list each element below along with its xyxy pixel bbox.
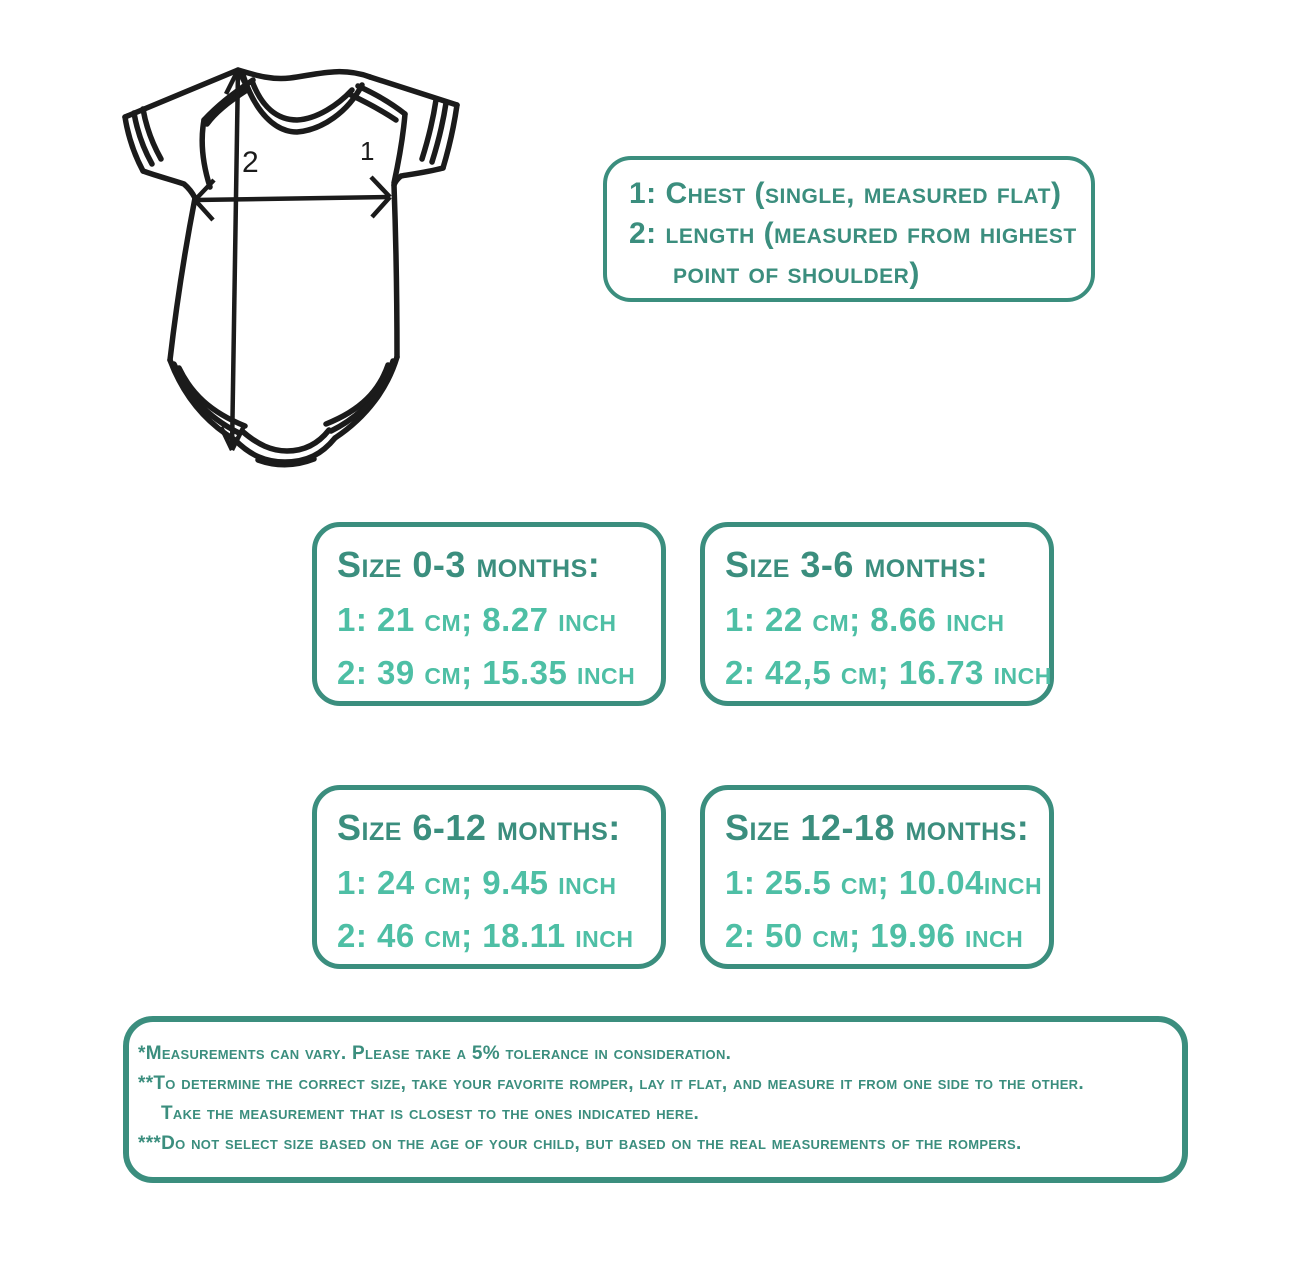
size-box-3-6-months bbox=[700, 522, 1054, 706]
size-box-6-12-months bbox=[312, 785, 666, 969]
size-box-chest-value: 1: 22 cm; 8.66 inch bbox=[725, 601, 1005, 638]
chest-arrow-label: 1 bbox=[360, 136, 375, 166]
size-box-title: Size 12-18 months: bbox=[725, 807, 1030, 848]
bodysuit-outline-icon bbox=[125, 70, 457, 465]
legend-line-length-wrap: point of shoulder) bbox=[673, 257, 920, 290]
size-box-chest-value: 1: 25.5 cm; 10.04inch bbox=[725, 864, 1043, 901]
length-arrow-label: 2 bbox=[242, 146, 259, 179]
size-box-length-value: 2: 50 cm; 19.96 inch bbox=[725, 917, 1024, 954]
footnotes-box bbox=[123, 1016, 1188, 1183]
size-box-12-18-months bbox=[700, 785, 1054, 969]
measurement-legend-box bbox=[603, 156, 1095, 302]
length-arrow-icon bbox=[221, 70, 249, 450]
footnote-how-to-measure-wrap: Take the measurement that is closest to the ones indicated here. bbox=[161, 1103, 700, 1124]
chest-arrow-icon bbox=[195, 177, 390, 220]
footnote-tolerance: *Measurements can vary. Please take a 5% tolerance in consideration. bbox=[138, 1043, 732, 1064]
size-box-length-value: 2: 46 cm; 18.11 inch bbox=[337, 917, 634, 954]
baby-bodysuit-diagram bbox=[100, 50, 480, 470]
size-box-title: Size 0-3 months: bbox=[337, 544, 601, 585]
size-box-chest-value: 1: 21 cm; 8.27 inch bbox=[337, 601, 617, 638]
size-box-0-3-months bbox=[312, 522, 666, 706]
legend-line-length: 2: length (measured from highest bbox=[629, 217, 1077, 250]
legend-line-chest: 1: Chest (single, measured flat) bbox=[629, 177, 1062, 210]
size-box-length-value: 2: 42,5 cm; 16.73 inch bbox=[725, 654, 1052, 691]
size-box-title: Size 6-12 months: bbox=[337, 807, 621, 848]
footnote-how-to-measure: **To determine the correct size, take your favorite romper, lay it flat, and measure it from one side to the other. bbox=[138, 1073, 1084, 1094]
footnote-size-selection: ***Do not select size based on the age of your child, but based on the real measurements of the rompers. bbox=[138, 1133, 1022, 1154]
size-box-chest-value: 1: 24 cm; 9.45 inch bbox=[337, 864, 617, 901]
size-box-title: Size 3-6 months: bbox=[725, 544, 989, 585]
size-box-length-value: 2: 39 cm; 15.35 inch bbox=[337, 654, 636, 691]
